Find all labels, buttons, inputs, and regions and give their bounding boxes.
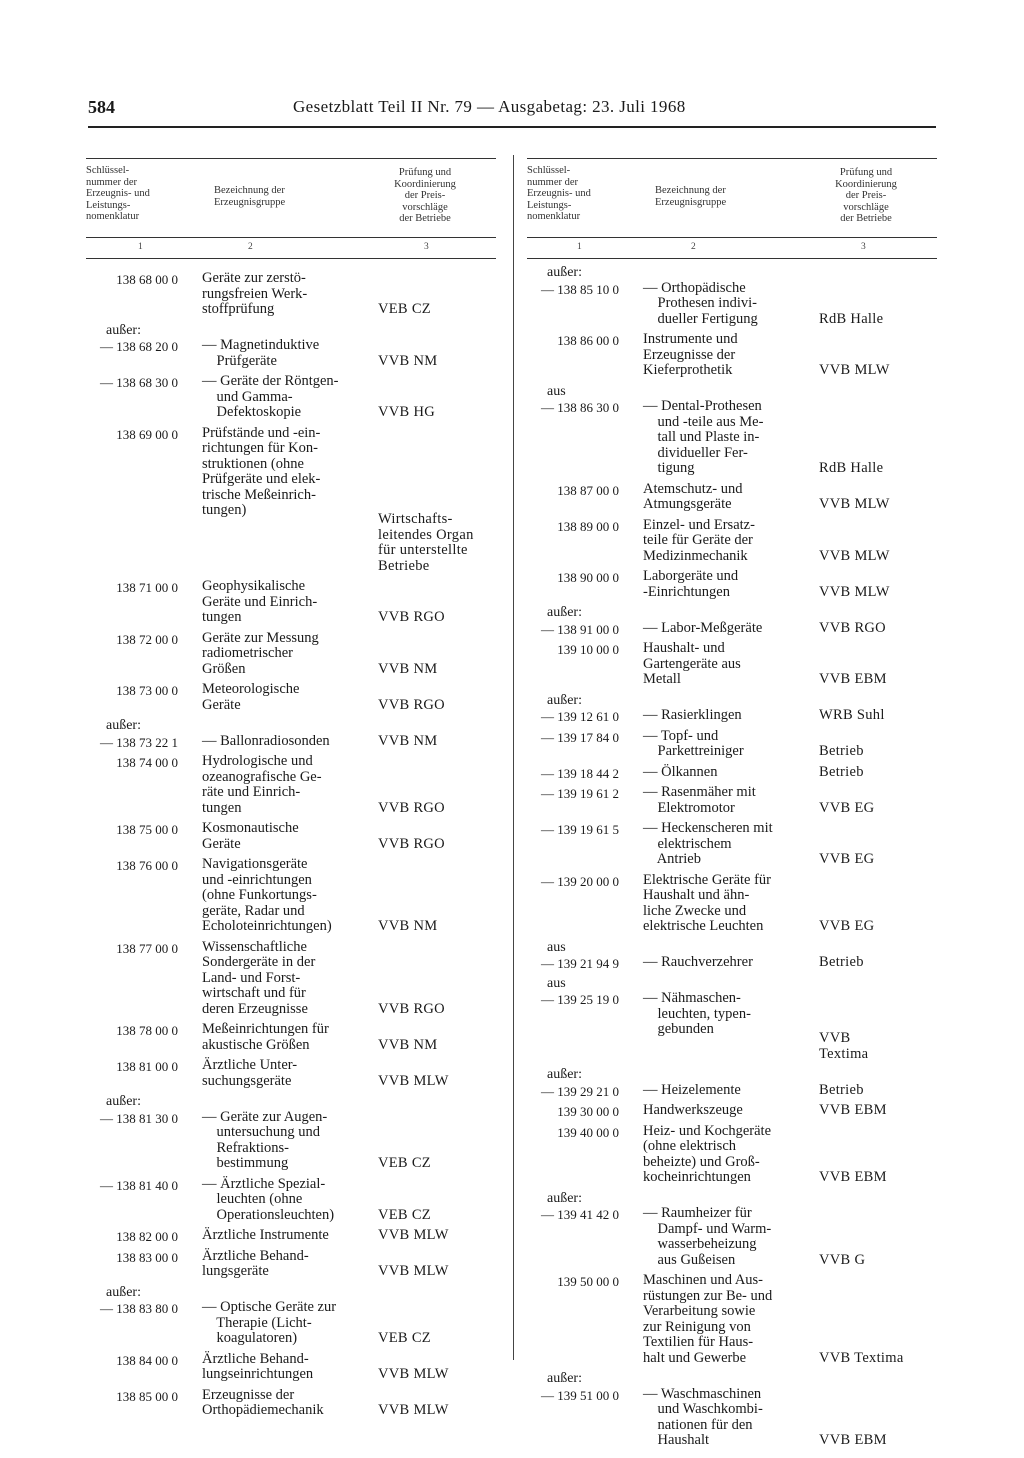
row-qualifier: außer: [106, 718, 141, 734]
row-description: — Rauchverzehrer [643, 954, 753, 970]
row-code: 138 75 00 0 [116, 822, 178, 838]
row-authority: VVB EBM [819, 671, 887, 687]
row-authority: VVB RGO [378, 799, 445, 816]
row-code: 138 68 00 0 [116, 272, 178, 287]
row-description: Wissenschaftliche Sondergeräte in der Land- und Forst- wirtschaft und für deren Erzeugnisse [202, 938, 316, 1017]
row-description: Kosmonautische Geräte [202, 820, 299, 852]
column-number-3: 3 [424, 242, 429, 252]
row-code: 138 78 00 0 [116, 1023, 178, 1039]
row-description: Erzeugnisse der Orthopädiemechanik [202, 1386, 324, 1419]
row-description: Handwerkszeuge [643, 1102, 743, 1119]
row-qualifier: außer: [547, 605, 582, 620]
row-code: 138 84 00 0 [116, 1352, 178, 1368]
row-code: 138 90 00 0 [557, 570, 619, 585]
row-authority: VVB NM [378, 660, 438, 677]
row-authority: Betrieb [819, 954, 864, 970]
row-code: — 139 41 42 0 [541, 1207, 619, 1223]
row-authority: VEB CZ [378, 301, 431, 317]
row-authority: VVB MLW [378, 1072, 449, 1089]
row-code: — 138 81 40 0 [100, 1177, 178, 1193]
row-code: 138 71 00 0 [116, 580, 178, 596]
row-description: — Ärztliche Spezial- leuchten (ohne Operationsleuchten) [202, 1175, 335, 1223]
row-description: Meteorologische Geräte [202, 681, 300, 713]
row-authority: VVB MLW [378, 1227, 449, 1244]
row-code: — 139 12 61 0 [541, 709, 619, 724]
row-qualifier: außer: [547, 1371, 582, 1387]
row-qualifier: aus [547, 975, 566, 991]
row-code: 139 50 00 0 [557, 1274, 619, 1290]
row-authority: VVB RGO [378, 835, 445, 852]
row-description: Geräte zur zerstö- rungsfreien Werk- stoffprüfung [202, 270, 308, 317]
row-code: 138 87 00 0 [557, 482, 619, 498]
row-authority: VVB EG [819, 918, 875, 934]
header-authority: Prüfung und Koordinierung der Preis- vorschläge der Betriebe [394, 167, 456, 224]
row-description: — Heckenscheren mit elektrischem Antrieb [643, 820, 773, 867]
left-column [86, 158, 496, 1419]
row-authority: VEB CZ [378, 1155, 431, 1172]
row-code: — 138 81 30 0 [100, 1110, 178, 1126]
row-description: Einzel- und Ersatz- teile für Geräte der Medizinmechanik [643, 516, 755, 564]
table-header [527, 158, 937, 238]
row-authority: VVB HG [378, 404, 435, 420]
column-number-2: 2 [691, 242, 696, 252]
row-code: — 139 51 00 0 [541, 1387, 619, 1403]
row-authority: Wirtschafts- leitendes Organ für unterstellte Betriebe [378, 511, 474, 574]
row-authority: RdB Halle [819, 310, 884, 327]
row-authority: VVB EG [819, 851, 875, 867]
row-authority: VVB MLW [819, 547, 890, 564]
row-qualifier: außer: [547, 1190, 582, 1206]
row-authority: VVB MLW [819, 362, 890, 378]
row-code: — 139 20 00 0 [541, 873, 619, 889]
header-description: Bezeichnung der Erzeugnisgruppe [655, 185, 727, 208]
row-description: — Raumheizer für Dampf- und Warm- wasserbeheizung aus Gußeisen [643, 1205, 772, 1268]
row-authority: VEB CZ [378, 1330, 431, 1347]
row-description: Ärztliche Behand- lungseinrichtungen [202, 1350, 314, 1383]
row-authority: VVB EBM [819, 1102, 887, 1119]
table-header [86, 158, 496, 238]
row-code: 139 30 00 0 [557, 1104, 619, 1120]
row-code: 138 77 00 0 [116, 940, 178, 956]
row-authority: RdB Halle [819, 460, 884, 476]
header-description: Bezeichnung der Erzeugnisgruppe [214, 185, 286, 208]
row-description: Meßeinrichtungen für akustische Größen [202, 1021, 329, 1053]
row-description: — Labor-Meßgeräte [643, 619, 763, 636]
row-authority: Betrieb [819, 743, 864, 759]
row-description: — Waschmaschinen und Waschkombi- nationen für den Haushalt [643, 1385, 763, 1449]
row-authority: VVB G [819, 1251, 866, 1268]
row-description: — Rasierklingen [643, 707, 742, 723]
row-description: Hydrologische und ozeanografische Ge- räte und Einrich- tungen [202, 753, 322, 816]
right-column [527, 158, 937, 1449]
row-description: — Topf- und Parkettreiniger [643, 727, 744, 759]
row-authority: VVB RGO [819, 619, 886, 636]
row-code: — 139 19 61 5 [541, 822, 619, 837]
row-code: 138 76 00 0 [116, 858, 178, 874]
row-code: 138 73 00 0 [116, 683, 178, 699]
row-description: Elektrische Geräte für Haushalt und ähn- liche Zwecke und elektrische Leuchten [643, 871, 772, 934]
row-qualifier: außer: [547, 265, 582, 280]
row-authority: VVB EG [819, 799, 875, 816]
row-authority: VVB NM [378, 1036, 438, 1053]
row-authority: VVB NM [378, 918, 438, 935]
row-description: Heiz- und Kochgeräte (ohne elektrisch beheizte) und Groß- kocheinrichtungen [643, 1122, 772, 1186]
header-authority: Prüfung und Koordinierung der Preis- vorschläge der Betriebe [835, 167, 897, 224]
row-description: Ärztliche Unter- suchungsgeräte [202, 1057, 298, 1089]
row-description: — Nähmaschen- leuchten, typen- gebunden [643, 990, 751, 1037]
row-code: — 138 86 30 0 [541, 400, 619, 415]
row-description: Instrumente und Erzeugnisse der Kieferprothetik [643, 331, 738, 378]
column-number-1: 1 [577, 242, 582, 252]
row-description: Laborgeräte und -Einrichtungen [643, 568, 739, 600]
row-description: Atemschutz- und Atmungsgeräte [643, 480, 743, 512]
row-description: Geräte zur Messung radiometrischer Größen [202, 629, 319, 677]
row-qualifier: außer: [547, 692, 582, 708]
column-number-1: 1 [138, 242, 143, 252]
row-description: — Dental-Prothesen und -teile aus Me- tall und Plaste in- dividueller Fer- tigung [643, 398, 764, 476]
page-title: Gesetzblatt Teil II Nr. 79 — Ausgabetag: 23. Juli 1968 [293, 97, 686, 116]
row-code: 139 10 00 0 [557, 642, 619, 657]
row-authority: VVB RGO [378, 609, 445, 626]
column-numbers [86, 238, 496, 259]
column-number-2: 2 [248, 242, 253, 252]
row-authority: VVB EBM [819, 1432, 887, 1449]
row-code: — 139 29 21 0 [541, 1083, 619, 1099]
row-code: 138 86 00 0 [557, 333, 619, 348]
row-authority: VVB MLW [819, 583, 890, 600]
row-code: — 139 21 94 9 [541, 956, 619, 971]
row-authority: VVB Textima [819, 1030, 869, 1062]
row-description: — Optische Geräte zur Therapie (Licht- koagulatoren) [202, 1299, 337, 1347]
row-code: — 139 25 19 0 [541, 992, 619, 1007]
row-description: Maschinen und Aus- rüstungen zur Be- und Verarbeitung sowie zur Reinigung von Textilien für Haus- halt und Gewerbe [643, 1272, 773, 1366]
column-divider [513, 155, 514, 1360]
row-qualifier: außer: [106, 1094, 141, 1110]
row-authority: WRB Suhl [819, 707, 885, 723]
row-code: 138 81 00 0 [116, 1059, 178, 1075]
row-code: — 138 91 00 0 [541, 621, 619, 637]
row-description: — Magnetinduktive Prüfgeräte [202, 337, 320, 369]
row-authority: VEB CZ [378, 1206, 431, 1223]
row-description: — Heizelemente [643, 1081, 741, 1098]
header-rule [88, 126, 936, 128]
row-code: 138 72 00 0 [116, 631, 178, 647]
page-header [88, 97, 936, 127]
row-description: — Ölkannen [643, 763, 718, 780]
column-number-3: 3 [861, 242, 866, 252]
row-code: 138 83 00 0 [116, 1249, 178, 1265]
row-authority: VVB MLW [819, 496, 890, 512]
row-authority: VVB EBM [819, 1169, 887, 1186]
row-authority: VVB NM [378, 732, 438, 749]
row-authority: VVB MLW [378, 1263, 449, 1280]
header-code: Schlüssel- nummer der Erzeugnis- und Leistungs- nomenklatur [527, 165, 591, 222]
row-authority: VVB RGO [378, 696, 445, 713]
row-description: Ärztliche Instrumente [202, 1227, 329, 1244]
row-description: Ärztliche Behand- lungsgeräte [202, 1247, 309, 1280]
row-description: — Rasenmäher mit Elektromotor [643, 784, 756, 816]
row-code: 138 74 00 0 [116, 755, 178, 771]
row-description: Prüfstände und -ein- richtungen für Kon- struktionen (ohne Prüfgeräte und elek- trische Meßeinrich- tungen) [202, 424, 321, 518]
row-description: Geophysikalische Geräte und Einrich- tungen [202, 578, 318, 626]
row-code: — 138 68 20 0 [100, 339, 178, 354]
row-description: — Geräte zur Augen- untersuchung und Refraktions- bestimmung [202, 1108, 328, 1172]
row-authority: Betrieb [819, 763, 864, 780]
row-description: Haushalt- und Gartengeräte aus Metall [643, 640, 741, 687]
row-code: — 138 68 30 0 [100, 375, 178, 390]
row-qualifier: außer: [106, 1284, 141, 1300]
row-description: — Ballonradiosonden [202, 732, 330, 749]
row-qualifier: aus [547, 939, 566, 955]
row-qualifier: aus [547, 383, 566, 399]
row-qualifier: außer: [547, 1067, 582, 1083]
row-code: 139 40 00 0 [557, 1124, 619, 1140]
row-code: — 139 17 84 0 [541, 729, 619, 745]
row-description: — Orthopädische Prothesen indivi- dueller Fertigung [643, 279, 758, 327]
row-code: — 138 83 80 0 [100, 1301, 178, 1317]
row-authority: VVB MLW [378, 1402, 449, 1419]
row-code: 138 89 00 0 [557, 518, 619, 534]
row-code: 138 82 00 0 [116, 1229, 178, 1245]
row-code: — 138 85 10 0 [541, 281, 619, 297]
row-code: — 139 19 61 2 [541, 786, 619, 801]
column-numbers [527, 238, 937, 259]
page-number: 584 [88, 97, 115, 117]
row-authority: Betrieb [819, 1081, 864, 1098]
row-authority: VVB Textima [819, 1349, 904, 1366]
row-authority: VVB RGO [378, 1000, 445, 1017]
row-authority: VVB NM [378, 352, 438, 369]
row-description: — Geräte der Röntgen- und Gamma- Defektoskopie [202, 373, 339, 420]
row-description: Navigationsgeräte und -einrichtungen (ohne Funkortungs- geräte, Radar und Echoloteinrichtungen) [202, 856, 332, 935]
row-code: 138 69 00 0 [116, 426, 178, 442]
header-code: Schlüssel- nummer der Erzeugnis- und Leistungs- nomenklatur [86, 165, 150, 222]
row-code: 138 85 00 0 [116, 1388, 178, 1404]
row-code: — 139 18 44 2 [541, 765, 619, 781]
row-code: — 138 73 22 1 [100, 734, 178, 750]
row-authority: VVB MLW [378, 1366, 449, 1383]
row-qualifier: außer: [106, 322, 141, 338]
